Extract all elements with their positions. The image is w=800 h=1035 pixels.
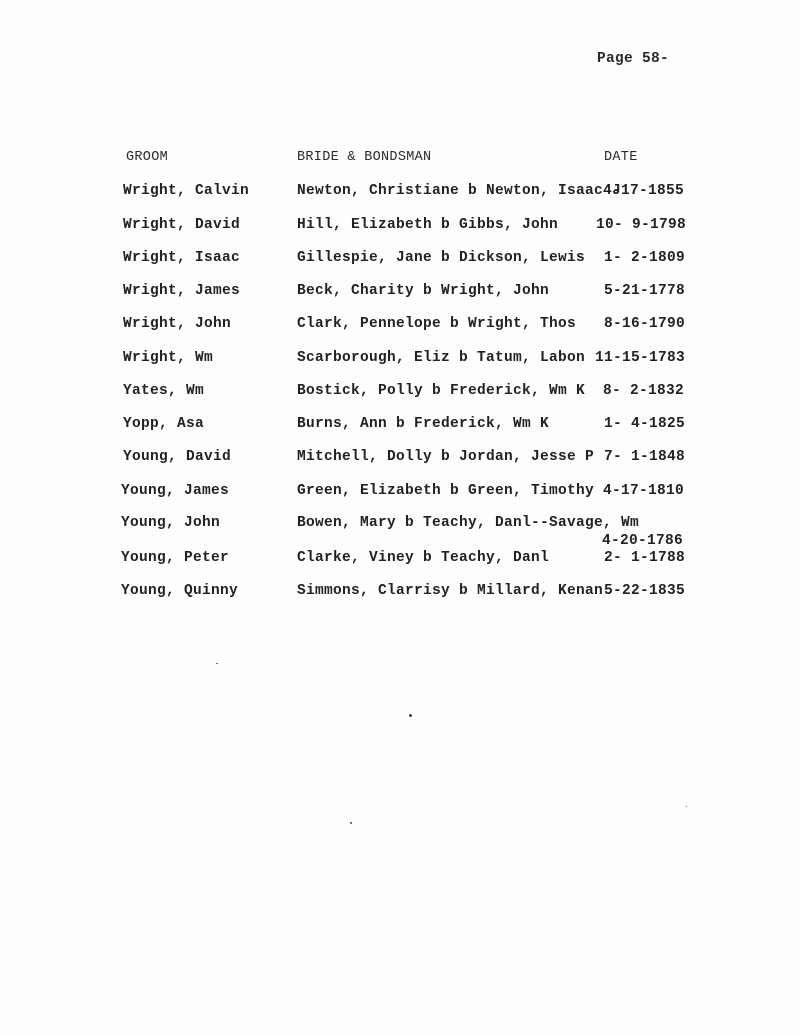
groom-name: Young, Quinny [121, 583, 239, 599]
marriage-date: 8-16-1790 [604, 316, 686, 332]
marriage-date: 4-17-1810 [603, 483, 685, 499]
groom-name: Young, John [121, 515, 221, 531]
record-row [0, 283, 800, 303]
marriage-date: 11-15-1783 [595, 350, 686, 366]
bride-and-bondsman: Green, Elizabeth b Green, Timothy [297, 483, 595, 499]
marriage-date: 1- 4-1825 [604, 416, 686, 432]
bride-and-bondsman: Burns, Ann b Frederick, Wm K [297, 416, 550, 432]
marriage-date: 8- 2-1832 [603, 383, 685, 399]
bride-and-bondsman: Gillespie, Jane b Dickson, Lewis [297, 250, 586, 266]
bride-and-bondsman: Bostick, Polly b Frederick, Wm K [297, 383, 586, 399]
marriage-date: 7- 1-1848 [604, 449, 686, 465]
groom-name: Yates, Wm [123, 383, 205, 399]
paper-speck [216, 663, 218, 664]
marriage-date: 1- 2-1809 [604, 250, 686, 266]
record-row [0, 383, 800, 403]
record-row [0, 550, 800, 570]
record-row [0, 217, 800, 237]
record-row [0, 316, 800, 336]
record-row [0, 483, 800, 503]
record-row [0, 183, 800, 203]
groom-name: Wright, James [123, 283, 241, 299]
record-row [0, 416, 800, 436]
bride-bondsman-column-header: BRIDE & BONDSMAN [297, 150, 432, 165]
groom-name: Yopp, Asa [123, 416, 205, 432]
record-row [0, 583, 800, 603]
page-number: Page 58- [597, 51, 670, 67]
bride-and-bondsman: Newton, Christiane b Newton, Isaac J [297, 183, 622, 199]
groom-name: Young, Peter [121, 550, 230, 566]
groom-name: Wright, Calvin [123, 183, 250, 199]
bride-and-bondsman: Mitchell, Dolly b Jordan, Jesse P [297, 449, 595, 465]
groom-name: Wright, Wm [123, 350, 214, 366]
groom-name: Wright, John [123, 316, 232, 332]
marriage-date: 5-22-1835 [604, 583, 686, 599]
bride-and-bondsman: Simmons, Clarrisy b Millard, Kenan [297, 583, 604, 599]
record-row [0, 449, 800, 469]
bride-and-bondsman: Clarke, Viney b Teachy, Danl [297, 550, 550, 566]
paper-speck [409, 714, 412, 717]
paper-speck [350, 822, 352, 824]
groom-name: Young, David [123, 449, 232, 465]
bride-and-bondsman: Clark, Pennelope b Wright, Thos [297, 316, 577, 332]
bride-and-bondsman: Hill, Elizabeth b Gibbs, John [297, 217, 559, 233]
date-column-header: DATE [604, 150, 638, 165]
bride-and-bondsman: Scarborough, Eliz b Tatum, Labon [297, 350, 586, 366]
marriage-date: 5-21-1778 [604, 283, 686, 299]
record-row [0, 350, 800, 370]
groom-name: Wright, Isaac [123, 250, 241, 266]
table-header [0, 150, 800, 168]
record-row [0, 250, 800, 270]
marriage-date: 10- 9-1798 [596, 217, 687, 233]
marriage-date: 4-17-1855 [603, 183, 685, 199]
groom-name: Wright, David [123, 217, 241, 233]
bride-and-bondsman: Beck, Charity b Wright, John [297, 283, 550, 299]
paper-speck [686, 806, 687, 807]
bride-and-bondsman: Bowen, Mary b Teachy, Danl--Savage, Wm [297, 515, 640, 531]
marriage-date-continued: 4-20-1786 [602, 533, 684, 549]
record-row [0, 515, 800, 555]
groom-name: Young, James [121, 483, 230, 499]
marriage-date: 2- 1-1788 [604, 550, 686, 566]
groom-column-header: GROOM [126, 150, 169, 165]
